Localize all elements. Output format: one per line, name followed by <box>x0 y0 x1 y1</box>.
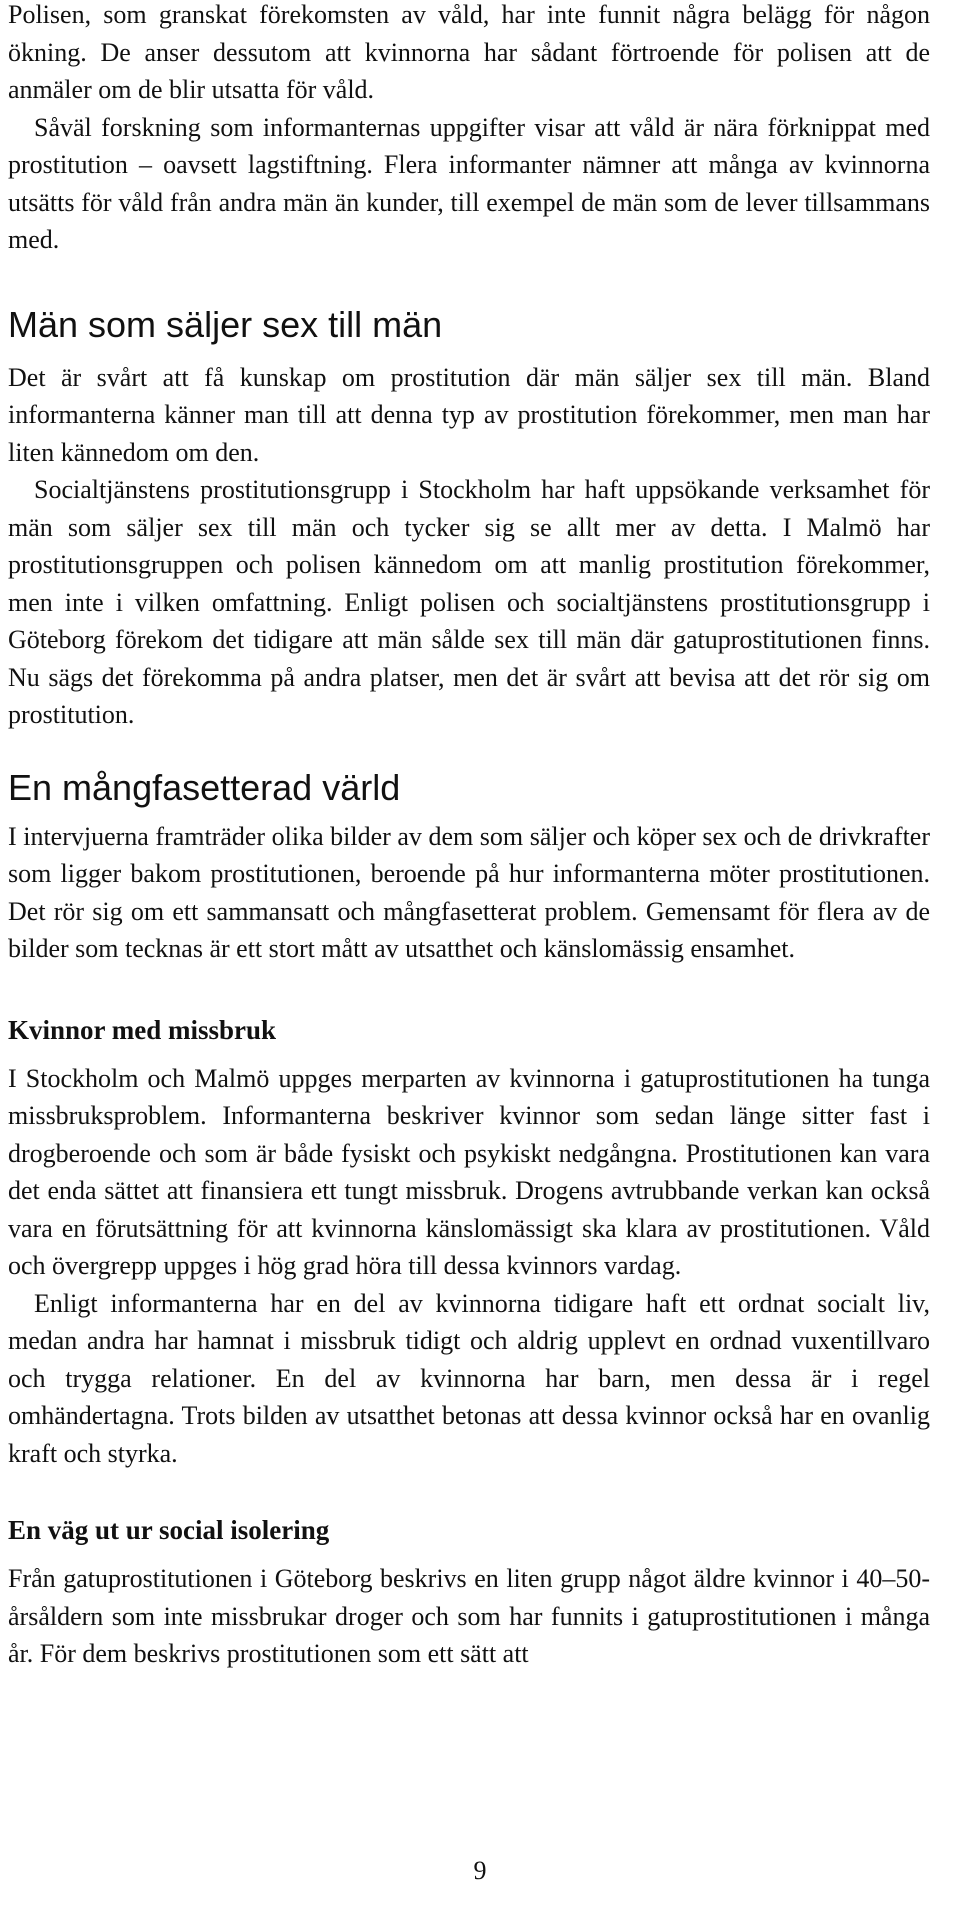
intro-paragraph-2: Såväl forskning som informanternas uppgifter visar att våld är nära förknippat med prostitution – oavsett lagstiftning. Flera informanter nämner att många av kvinnorna utsätts för våld från andra män än kunder, till exempel de män som de lever tillsammans med. <box>8 112 930 254</box>
heading-multifaceted-world: En mångfasetterad värld <box>8 766 401 808</box>
heading-men-selling-sex: Män som säljer sex till män <box>8 303 443 345</box>
heading-women-with-abuse: Kvinnor med missbruk <box>8 1014 277 1045</box>
intro-paragraph-1: Polisen, som granskat förekomsten av våld, har inte funnit några belägg för någon ökning. De anser dessutom att kvinnorna har sådant förtroende för polisen att de anmäler om de blir utsatta för våld. <box>8 0 930 104</box>
paragraph-abuse-2: Enligt informanterna har en del av kvinnorna tidigare haft ett ordnat socialt liv, medan andra har hamnat i missbruk tidigt och aldrig upplevt en ordnad vuxentillvaro och trygga relationer. En del av kvinnorna har barn, men dessa är i regel omhändertagna. Trots bilden av utsatthet betonas att dessa kvinnor också har en ovanlig kraft och styrka. <box>8 1288 930 1468</box>
page-number: 9 <box>473 1856 487 1885</box>
paragraph-men-2: Socialtjänstens prostitutionsgrupp i Stockholm har haft uppsökande verksamhet för män som säljer sex till män och tycker sig se allt mer av detta. I Malmö har prostitutionsgruppen och polisen kännedom om att manlig prostitution förekommer, men inte i vilken omfattning. Enligt polisen och socialtjänstens prostitutionsgrupp i Göteborg förekom det tidigare att män sålde sex till män där gatuprostitutionen finns. Nu sägs det förekomma på andra platser, men det är svårt att bevisa att det rör sig om prostitution. <box>8 475 930 729</box>
paragraph-isolation-1: Från gatuprostitutionen i Göteborg beskrivs en liten grupp något äldre kvinnor i 40–50-årsåldern som inte missbrukar droger och som har funnits i gatuprostitutionen i många år. För dem beskrivs prostitutionen som ett sätt att <box>8 1564 930 1668</box>
paragraph-world-1: I intervjuerna framträder olika bilder av dem som säljer och köper sex och de drivkrafter som ligger bakom prostitutionen, beroende på hur informanterna möter prostitutionen. Det rör sig om ett sammansatt och mångfasetterat problem. Gemensamt för flera av de bilder som tecknas är ett stort mått av utsatthet och känslomässig ensamhet. <box>8 821 930 963</box>
heading-way-out-of-isolation: En väg ut ur social isolering <box>8 1515 330 1545</box>
paragraph-men-1: Det är svårt att få kunskap om prostitution där män säljer sex till män. Bland informanterna känner man till att denna typ av prostitution förekommer, men man har liten kännedom om den. <box>8 362 930 467</box>
paragraph-abuse-1: I Stockholm och Malmö uppges merparten av kvinnorna i gatuprostitutionen ha tunga missbruksproblem. Informanterna beskriver kvinnor som sedan länge sitter fast i drogberoende och som är både fysiskt och psykiskt nedgångna. Prostitutionen kan vara det enda sättet att finansiera ett tungt missbruk. Drogens avtrubbande verkan kan också vara en förutsättning för att kvinnorna känslomässigt ska klara av prostitutionen. Våld och övergrepp uppges i hög grad höra till dessa kvinnors vardag. <box>8 1063 930 1280</box>
